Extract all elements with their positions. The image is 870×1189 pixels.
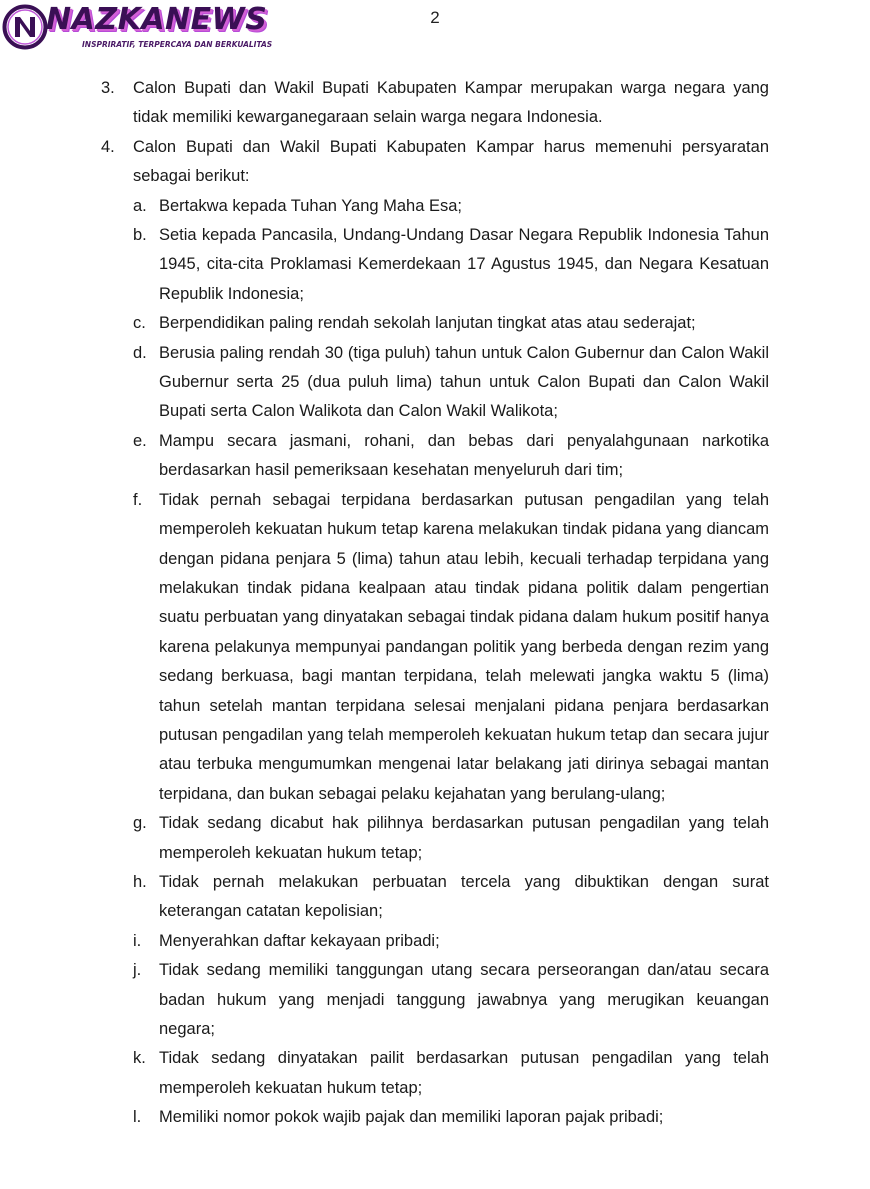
page-number: 2 [430,8,440,27]
sub-item-text: Tidak sedang dinyatakan pailit berdasarkan putusan pengadilan yang telah memperoleh kekuatan hukum tetap; [159,1049,769,1097]
sub-list-item [101,339,769,427]
sub-item-label: a. [133,196,147,215]
sub-list-item [101,927,769,956]
sub-item-label: c. [133,314,146,333]
sub-list-item [101,809,769,868]
sub-list-item [101,1044,769,1103]
sub-list-item [101,868,769,927]
logo-wordmark: NAZKANEWS [46,2,268,37]
list-item [101,133,769,192]
sub-list-item [101,221,769,309]
sub-item-text: Tidak sedang memiliki tanggungan utang secara perseorangan dan/atau secara badan hukum yang menjadi tanggung jawabnya yang merugikan keuangan negara; [159,961,769,1038]
sub-item-text: Tidak pernah sebagai terpidana berdasarkan putusan pengadilan yang telah memperoleh kekuatan hukum tetap karena melakukan tindak pidana yang diancam dengan pidana penjara 5 (lima) tahun atau lebih, kecuali terhadap terpidana yang melakukan tindak pidana kealpaan atau tindak pidana politik dalam pengertian suatu perbuatan yang dinyatakan sebagai tindak pidana dalam hukum positif hanya karena pelakunya mempunyai pandangan politik yang berbeda dengan rezim yang sedang berkuasa, bagi mantan terpidana, telah melewati jangka waktu 5 (lima) tahun setelah mantan terpidana selesai menjalani pidana penjara berdasarkan putusan pengadilan yang telah memperoleh kekuatan hukum tetap dan secara jujur atau terbuka mengumumkan mengenai latar belakang jati dirinya sebagai mantan terpidana, dan bukan sebagai pelaku kejahatan yang berulang-ulang; [159,490,770,803]
sub-item-label: h. [133,872,147,891]
sub-item-text: Tidak pernah melakukan perbuatan tercela yang dibuktikan dengan surat keterangan catatan kepolisian; [159,872,769,921]
sub-list-item [101,192,769,221]
item-number: 3. [101,79,115,97]
sub-item-label: f. [133,490,143,509]
sub-item-text: Bertakwa kepada Tuhan Yang Maha Esa; [159,196,463,215]
item-number: 4. [101,137,115,156]
sub-item-label: g. [133,814,147,833]
item-text: Calon Bupati dan Wakil Bupati Kabupaten Kampar merupakan warga negara yang tidak memiliki kewarganegaraan selain warga negara Indonesia. [133,79,769,127]
sub-list-item [101,956,769,1044]
sub-item-label: k. [133,1049,146,1068]
list-item [101,74,769,133]
sub-list-item [101,1103,769,1132]
sub-item-text: Berusia paling rendah 30 (tiga puluh) tahun untuk Calon Gubernur dan Calon Wakil Gubernur serta 25 (dua puluh lima) tahun untuk Calon Bupati dan Calon Wakil Bupati serta Calon Walikota dan Calon Wakil Walikota; [159,343,769,421]
sub-item-label: b. [133,226,147,245]
sub-item-text: Menyerahkan daftar kekayaan pribadi; [159,931,440,950]
sub-list-item [101,427,769,486]
document-body [101,74,769,1133]
sub-item-text: Memiliki nomor pokok wajib pajak dan memiliki laporan pajak pribadi; [159,1108,664,1127]
sub-list-item [101,486,769,809]
sub-item-text: Mampu secara jasmani, rohani, dan bebas dari penyalahgunaan narkotika berdasarkan hasil pemeriksaan kesehatan menyeluruh dari tim; [159,431,769,480]
logo-tagline: INSPRIRATIF, TERPERCAYA DAN BERKUALITAS [82,40,273,49]
sub-item-text: Berpendidikan paling rendah sekolah lanjutan tingkat atas atau sederajat; [159,314,696,333]
sub-item-label: d. [133,343,147,362]
sub-item-label: e. [133,431,147,450]
sub-item-label: i. [133,931,142,950]
sub-item-label: j. [133,961,142,980]
sub-item-text: Setia kepada Pancasila, Undang-Undang Dasar Negara Republik Indonesia Tahun 1945, cita-cita Proklamasi Kemerdekaan 17 Agustus 1945, dan Negara Kesatuan Republik Indonesia; [159,226,769,303]
sub-item-text: Tidak sedang dicabut hak pilihnya berdasarkan putusan pengadilan yang telah memperoleh kekuatan hukum tetap; [159,814,769,862]
sub-item-label: l. [133,1108,142,1127]
item-text: Calon Bupati dan Wakil Bupati Kabupaten Kampar harus memenuhi persyaratan sebagai berikut: [133,137,769,186]
sub-list-item [101,309,769,338]
